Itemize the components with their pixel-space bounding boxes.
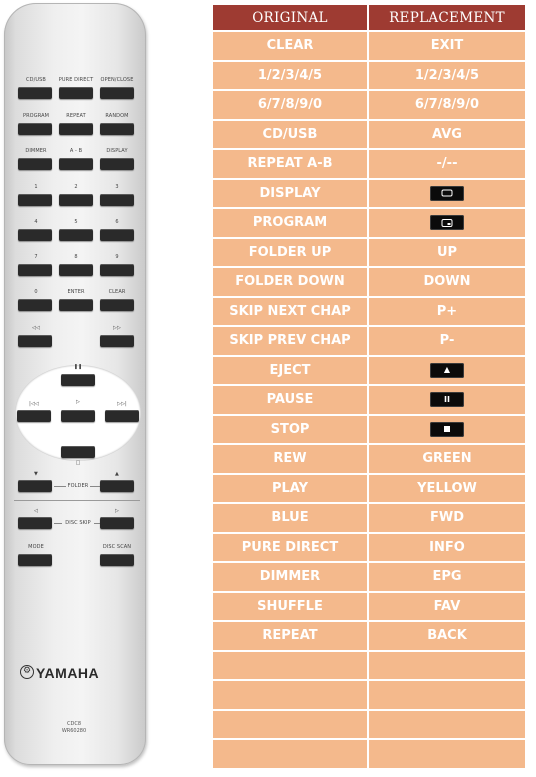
original-column-header: ORIGINAL: [213, 5, 369, 30]
original-cell: SKIP PREV CHAP: [213, 325, 369, 355]
disc-prev-icon: ◁: [34, 508, 38, 514]
num-8-button[interactable]: [59, 264, 93, 276]
table-row: [213, 355, 525, 385]
fast-forward-icon: ▷▷: [113, 325, 121, 331]
num-5-button[interactable]: [59, 229, 93, 241]
brand-logo: YAMAHA: [36, 665, 100, 681]
original-cell: BLUE: [213, 502, 369, 532]
pause-icon: ❚❚: [73, 364, 83, 370]
replacement-column-header: REPLACEMENT: [369, 5, 525, 30]
enter-button[interactable]: [59, 299, 93, 311]
original-cell: PLAY: [213, 473, 369, 503]
repeat-label: REPEAT: [66, 113, 86, 119]
original-cell: DIMMER: [213, 561, 369, 591]
disc-scan-label: DISC SCAN: [102, 544, 132, 550]
eject-icon: [430, 363, 464, 378]
num-0-button[interactable]: [18, 299, 52, 311]
original-cell: [213, 679, 369, 709]
table-row: [213, 738, 525, 768]
replacement-cell: DOWN: [369, 266, 525, 296]
replacement-cell: BACK: [369, 620, 525, 650]
yamaha-tuning-fork-logo-icon: ⚙: [20, 665, 34, 679]
replacement-cell: [369, 207, 525, 237]
replacement-cell: [369, 650, 525, 680]
pause-button[interactable]: [61, 374, 95, 386]
num-7-label: 7: [34, 254, 38, 260]
table-body: [213, 30, 525, 768]
table-row: [213, 148, 525, 178]
disc-skip-prev-button[interactable]: [18, 517, 52, 529]
replacement-cell: [369, 738, 525, 768]
original-cell: SKIP NEXT CHAP: [213, 296, 369, 326]
prev-track-button[interactable]: [17, 410, 51, 422]
original-cell: PURE DIRECT: [213, 532, 369, 562]
num-4-label: 4: [34, 219, 38, 225]
table-row: [213, 119, 525, 149]
table-row: [213, 561, 525, 591]
play-button[interactable]: [61, 410, 95, 422]
rounded-rect-icon: [430, 186, 464, 201]
original-cell: DISPLAY: [213, 178, 369, 208]
fast-forward-button[interactable]: [100, 335, 134, 347]
a-b-label: A - B: [69, 148, 83, 154]
replacement-cell: INFO: [369, 532, 525, 562]
table-row: [213, 207, 525, 237]
original-cell: [213, 738, 369, 768]
dimmer-label: DIMMER: [25, 148, 47, 154]
original-cell: STOP: [213, 414, 369, 444]
replacement-cell: [369, 709, 525, 739]
pure-direct-label: PURE DIRECT: [58, 77, 94, 83]
replacement-cell: FAV: [369, 591, 525, 621]
stop-icon: [430, 422, 464, 437]
display-button[interactable]: [100, 158, 134, 170]
remote-control-image: [4, 3, 146, 765]
table-row: [213, 296, 525, 326]
stop-icon-glyph: [444, 426, 450, 432]
repeat-button[interactable]: [59, 123, 93, 135]
random-label: RANDOM: [105, 113, 129, 119]
replacement-cell: P-: [369, 325, 525, 355]
num-0-label: 0: [34, 289, 38, 295]
num-4-button[interactable]: [18, 229, 52, 241]
table-row: [213, 473, 525, 503]
rounded-rect-icon-glyph: [442, 190, 453, 197]
open-close-label: OPEN/CLOSE: [100, 77, 134, 83]
table-row: [213, 325, 525, 355]
eject-icon-glyph: ▲: [443, 365, 451, 375]
original-cell: PAUSE: [213, 384, 369, 414]
num-7-button[interactable]: [18, 264, 52, 276]
disc-scan-button[interactable]: [100, 554, 134, 566]
folder-divider-left: [54, 486, 66, 487]
original-cell: [213, 709, 369, 739]
next-track-icon: ▷▷|: [117, 401, 127, 407]
mode-label: MODE: [28, 544, 44, 550]
table-row: [213, 443, 525, 473]
mode-button[interactable]: [18, 554, 52, 566]
replacement-cell: 1/2/3/4/5: [369, 60, 525, 90]
replacement-cell: YELLOW: [369, 473, 525, 503]
replacement-cell: GREEN: [369, 443, 525, 473]
table-row: [213, 266, 525, 296]
stop-button[interactable]: [61, 446, 95, 458]
num-6-label: 6: [115, 219, 119, 225]
table-row: [213, 178, 525, 208]
replacement-cell: [369, 384, 525, 414]
num-6-button[interactable]: [100, 229, 134, 241]
num-9-button[interactable]: [100, 264, 134, 276]
program-button[interactable]: [18, 123, 52, 135]
original-cell: EJECT: [213, 355, 369, 385]
folder-up-icon: ▲: [115, 471, 119, 477]
original-cell: FOLDER UP: [213, 237, 369, 267]
table-row: [213, 650, 525, 680]
disc-skip-divider-left: [54, 523, 62, 524]
folder-up-button[interactable]: [100, 480, 134, 492]
original-cell: REPEAT A-B: [213, 148, 369, 178]
play-icon: ▷: [76, 399, 80, 405]
folder-label: FOLDER: [67, 483, 89, 489]
table-row: [213, 30, 525, 60]
original-cell: SHUFFLE: [213, 591, 369, 621]
random-button[interactable]: [100, 123, 134, 135]
table-row: [213, 620, 525, 650]
replacement-cell: P+: [369, 296, 525, 326]
folder-down-icon: ▼: [34, 471, 38, 477]
dimmer-button[interactable]: [18, 158, 52, 170]
display-label: DISPLAY: [106, 148, 128, 154]
rewind-icon: ◁◁: [32, 325, 40, 331]
pause-icon: [430, 392, 464, 407]
disc-skip-label: DISC SKIP: [65, 520, 91, 526]
num-2-label: 2: [74, 184, 78, 190]
cd-usb-button[interactable]: [18, 87, 52, 99]
pause-icon-glyph: II: [444, 394, 450, 404]
enter-label: ENTER: [67, 289, 85, 295]
folder-down-button[interactable]: [18, 480, 52, 492]
table-row: [213, 532, 525, 562]
original-cell: 6/7/8/9/0: [213, 89, 369, 119]
stop-icon: □: [75, 460, 81, 466]
replacement-cell: 6/7/8/9/0: [369, 89, 525, 119]
program-label: PROGRAM: [22, 113, 50, 119]
clear-label: CLEAR: [108, 289, 126, 295]
screen-icon-glyph: [442, 219, 453, 227]
prev-track-icon: |◁◁: [29, 401, 39, 407]
table-row: [213, 591, 525, 621]
replacement-cell: EPG: [369, 561, 525, 591]
disc-skip-next-button[interactable]: [100, 517, 134, 529]
clear-button[interactable]: [100, 299, 134, 311]
model-number: CDC8: [66, 721, 82, 727]
num-3-label: 3: [115, 184, 119, 190]
table-header-row: [213, 5, 525, 30]
replacement-cell: FWD: [369, 502, 525, 532]
original-cell: 1/2/3/4/5: [213, 60, 369, 90]
table-row: [213, 502, 525, 532]
disc-next-icon: ▷: [115, 508, 119, 514]
section-divider: [14, 500, 140, 501]
screen-icon: [430, 215, 464, 230]
button-mapping-table: [213, 5, 525, 768]
open-close-button[interactable]: [100, 87, 134, 99]
original-cell: CLEAR: [213, 30, 369, 60]
rewind-button[interactable]: [18, 335, 52, 347]
folder-divider-right: [90, 486, 100, 487]
num-9-label: 9: [115, 254, 119, 260]
num-3-button[interactable]: [100, 194, 134, 206]
table-row: [213, 709, 525, 739]
num-1-button[interactable]: [18, 194, 52, 206]
table-row: [213, 679, 525, 709]
num-5-label: 5: [74, 219, 78, 225]
original-cell: [213, 650, 369, 680]
original-cell: PROGRAM: [213, 207, 369, 237]
original-cell: REW: [213, 443, 369, 473]
original-cell: REPEAT: [213, 620, 369, 650]
next-track-button[interactable]: [105, 410, 139, 422]
replacement-cell: [369, 178, 525, 208]
original-cell: CD/USB: [213, 119, 369, 149]
replacement-cell: [369, 355, 525, 385]
pure-direct-button[interactable]: [59, 87, 93, 99]
table-row: [213, 89, 525, 119]
model-code: WR60280: [61, 728, 87, 734]
num-1-label: 1: [34, 184, 38, 190]
num-2-button[interactable]: [59, 194, 93, 206]
replacement-cell: UP: [369, 237, 525, 267]
replacement-cell: [369, 414, 525, 444]
replacement-cell: [369, 679, 525, 709]
num-8-label: 8: [74, 254, 78, 260]
replacement-cell: AVG: [369, 119, 525, 149]
table-row: [213, 237, 525, 267]
cd-usb-label: CD/USB: [26, 77, 46, 83]
a-b-button[interactable]: [59, 158, 93, 170]
table-row: [213, 384, 525, 414]
table-row: [213, 60, 525, 90]
original-cell: FOLDER DOWN: [213, 266, 369, 296]
table-row: [213, 414, 525, 444]
replacement-cell: EXIT: [369, 30, 525, 60]
replacement-cell: -/--: [369, 148, 525, 178]
